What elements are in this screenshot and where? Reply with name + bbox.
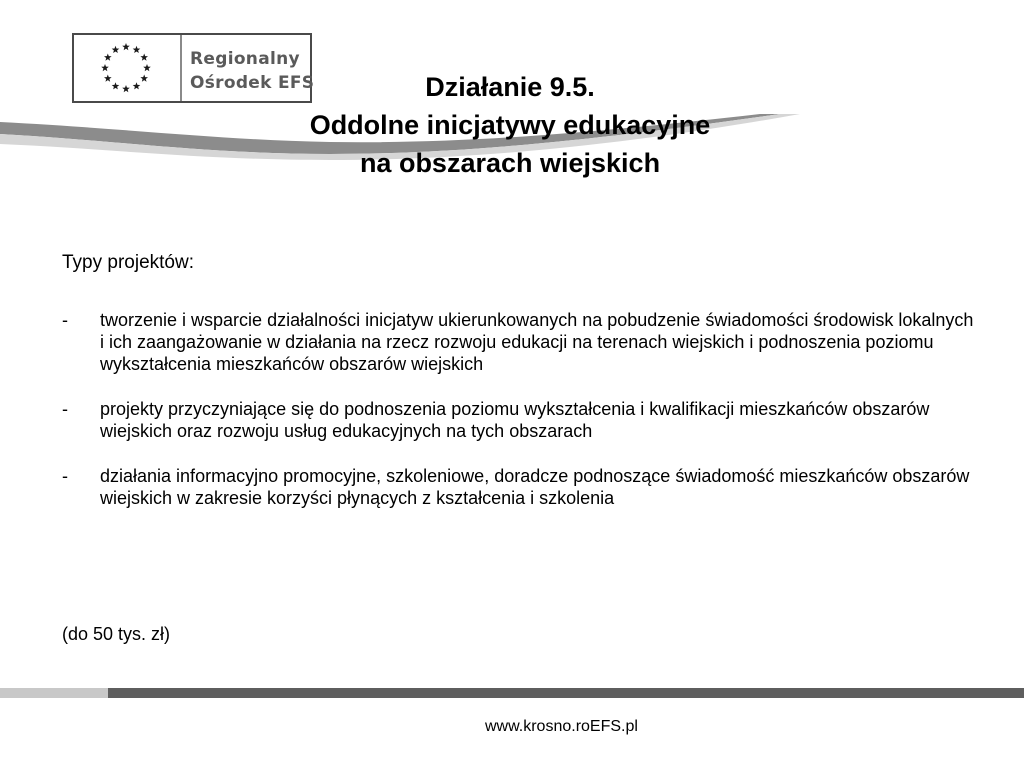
list-item [62, 465, 982, 509]
star-icon [104, 75, 112, 82]
star-icon [122, 85, 130, 92]
star-icon [112, 82, 120, 89]
star-icon [133, 46, 141, 53]
logo-line-1: Regionalny [190, 49, 300, 69]
title-line-3: na obszarach wiejskich [359, 148, 661, 178]
title-line-1: Działanie 9.5. [425, 72, 595, 102]
list-item-text: tworzenie i wsparcie działalności inicjatyw ukierunkowanych na pobudzenie świadomości środowisk lokalnych i ich zaangażowanie w działania na rzecz rozwoju edukacji na terenach wiejskich i podnoszenia poziomu wykształcenia mieszkańców obszarów wiejskich [100, 310, 974, 374]
star-icon [133, 82, 141, 89]
logo-divider [180, 35, 182, 101]
funding-note: (do 50 tys. zł) [62, 624, 171, 644]
list-item [62, 398, 982, 442]
star-icon [140, 75, 148, 82]
list-item [62, 309, 982, 375]
title-line-2: Oddolne inicjatywy edukacyjne [309, 110, 711, 140]
list-item-text: projekty przyczyniające się do podnoszenia poziomu wykształcenia i kwalifikacji mieszkańców obszarów wiejskich oraz rozwoju usług edukacyjnych na tych obszarach [100, 399, 930, 441]
footer-url: www.krosno.roEFS.pl [485, 718, 638, 735]
slide-title [250, 68, 770, 182]
star-icon [140, 54, 148, 61]
footer-bar-dark [108, 688, 1024, 698]
eu-stars-icon [77, 38, 175, 98]
logo-line-2: Ośrodek EFS [190, 73, 315, 93]
footer-bar-light [0, 688, 108, 698]
star-icon [104, 54, 112, 61]
section-label: Typy projektów: [62, 252, 194, 273]
star-icon [112, 46, 120, 53]
list-item-text: działania informacyjno promocyjne, szkoleniowe, doradcze podnoszące świadomość mieszkańców obszarów wiejskich w zakresie korzyści płynących z kształcenia i szkolenia [100, 466, 970, 508]
bullet-marker: - [62, 399, 68, 419]
star-icon [122, 43, 130, 50]
project-types-list [62, 309, 982, 532]
star-icon [143, 64, 151, 71]
bullet-marker: - [62, 310, 68, 330]
star-icon [101, 64, 109, 71]
bullet-marker: - [62, 466, 68, 486]
